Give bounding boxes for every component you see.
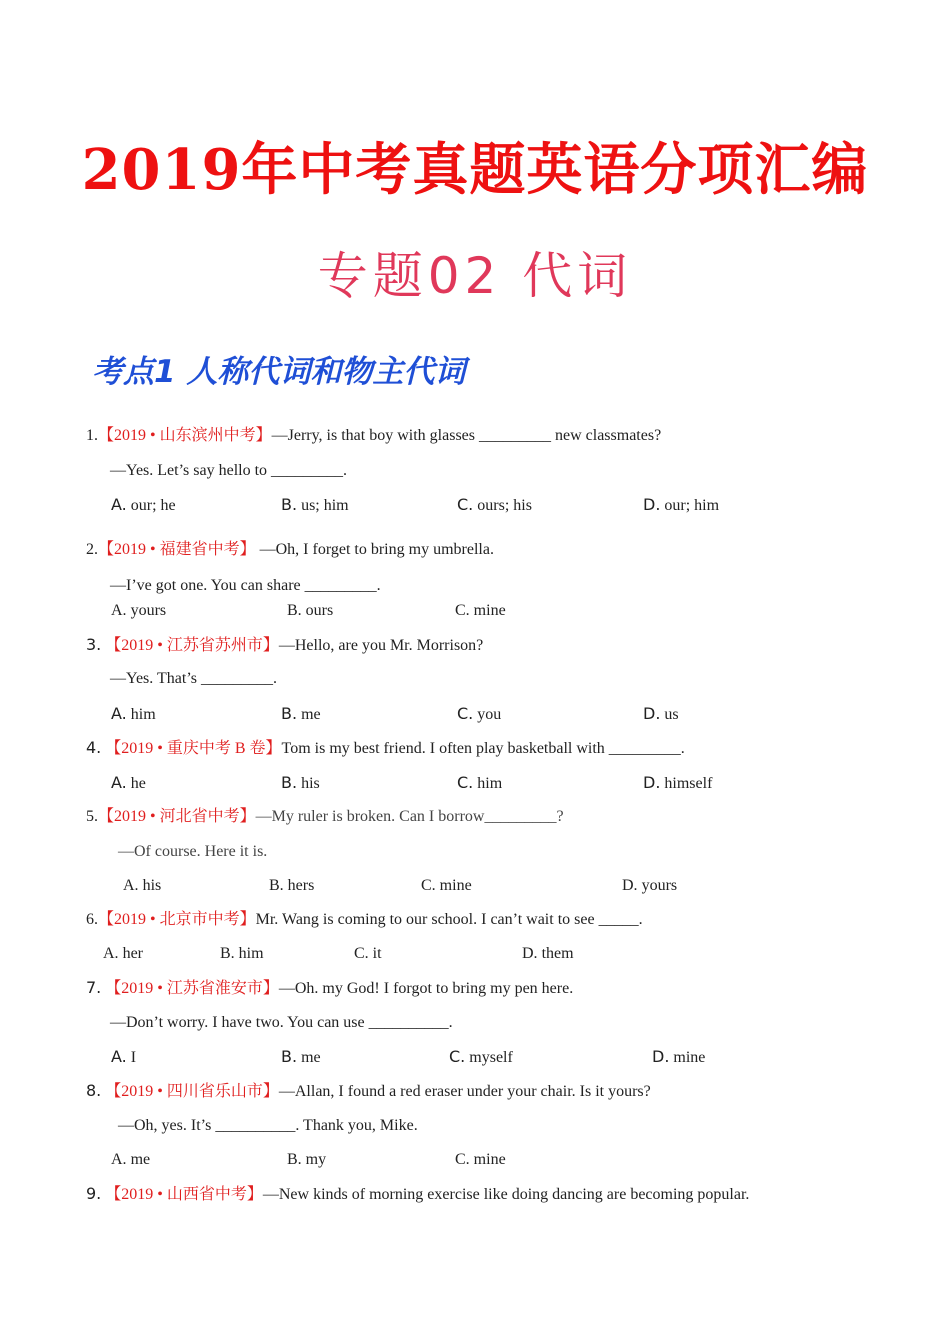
option-b: B. me: [281, 1047, 321, 1066]
option-d: D. mine: [652, 1047, 706, 1066]
option-b: B. him: [220, 945, 264, 962]
option-a: A. he: [111, 773, 146, 792]
question-source: 【2019 • 北京市中考】: [98, 911, 256, 928]
option-c: C. mine: [455, 1151, 506, 1168]
option-a: A. him: [111, 704, 156, 723]
option-a: A. his: [123, 877, 162, 894]
option-d: D. our; him: [643, 495, 720, 514]
question-8-reply: —Oh, yes. It’s __________. Thank you, Mike.: [118, 1117, 418, 1134]
question-source: 【2019 • 河北省中考】: [98, 808, 256, 825]
option-b: B. me: [281, 704, 321, 723]
question-source: 【2019 • 江苏省淮安市】: [105, 980, 279, 997]
main-title: 2019年中考真题英语分项汇编: [81, 137, 869, 203]
option-b: B. his: [281, 773, 320, 792]
option-b: B. us; him: [281, 495, 349, 514]
question-stem: —Hello, are you Mr. Morrison?: [278, 637, 484, 654]
question-source: 【2019 • 山东滨州中考】: [98, 427, 272, 444]
question-number: 6.: [86, 911, 98, 928]
option-b: B. my: [287, 1151, 327, 1168]
question-source: 【2019 • 江苏省苏州市】: [105, 637, 279, 654]
question-stem: Mr. Wang is coming to our school. I can’t wait to see _____.: [255, 911, 643, 928]
option-a: A. I: [111, 1047, 137, 1066]
question-number: 5.: [86, 808, 98, 825]
question-source: 【2019 • 山西省中考】: [105, 1186, 263, 1203]
section-title: 考点1 人称代词和物主代词: [92, 354, 466, 390]
question-stem: Tom is my best friend. I often play basketball with _________.: [281, 740, 685, 757]
question-7: [86, 978, 573, 999]
question-number: 2.: [86, 541, 98, 558]
question-source: 【2019 • 福建省中考】: [98, 541, 256, 558]
option-c: C. myself: [449, 1047, 513, 1066]
option-d: D. himself: [643, 773, 713, 792]
question-5: [86, 807, 564, 827]
question-2: [86, 540, 494, 560]
question-8: [86, 1081, 651, 1102]
option-b: B. ours: [287, 602, 334, 619]
question-number: 9.: [86, 1184, 102, 1203]
option-c: C. him: [457, 773, 503, 792]
question-1-reply: —Yes. Let’s say hello to _________.: [110, 462, 348, 479]
sub-title: 专题02 代词: [317, 247, 633, 305]
question-stem: —Oh. my God! I forgot to bring my pen here.: [278, 980, 574, 997]
question-number: 3.: [86, 635, 102, 654]
option-c: C. ours; his: [457, 495, 532, 514]
option-d: D. yours: [622, 877, 678, 894]
option-a: A. our; he: [111, 495, 176, 514]
question-4: [86, 738, 685, 759]
option-c: C. mine: [455, 602, 506, 619]
question-stem: —Allan, I found a red eraser under your chair. Is it yours?: [278, 1083, 651, 1100]
question-5-reply: —Of course. Here it is.: [118, 843, 268, 860]
question-3-reply: —Yes. That’s _________.: [110, 670, 277, 687]
question-3: [86, 635, 483, 656]
question-stem: —New kinds of morning exercise like doing dancing are becoming popular.: [262, 1186, 750, 1203]
question-7-reply: —Don’t worry. I have two. You can use __________.: [110, 1014, 453, 1031]
question-number: 4.: [86, 738, 102, 757]
question-number: 8.: [86, 1081, 102, 1100]
option-a: A. her: [103, 945, 143, 962]
option-d: D. them: [522, 945, 574, 962]
question-stem: —Oh, I forget to bring my umbrella.: [255, 541, 494, 558]
option-c: C. mine: [421, 877, 472, 894]
option-a: A. yours: [111, 602, 167, 619]
question-number: 1.: [86, 427, 98, 444]
option-a: A. me: [111, 1151, 151, 1168]
question-number: 7.: [86, 978, 102, 997]
question-source: 【2019 • 重庆中考 B 卷】: [105, 740, 282, 757]
question-source: 【2019 • 四川省乐山市】: [105, 1083, 279, 1100]
question-6: [86, 910, 643, 930]
question-1: [86, 426, 661, 446]
question-stem: —Jerry, is that boy with glasses _________ new classmates?: [271, 427, 662, 444]
option-c: C. it: [354, 945, 382, 962]
option-c: C. you: [457, 704, 502, 723]
question-stem: —My ruler is broken. Can I borrow_________?: [255, 808, 564, 825]
option-b: B. hers: [269, 877, 315, 894]
question-9: [86, 1184, 749, 1205]
question-2-reply: —I’ve got one. You can share _________.: [110, 577, 381, 594]
option-d: D. us: [643, 704, 679, 723]
